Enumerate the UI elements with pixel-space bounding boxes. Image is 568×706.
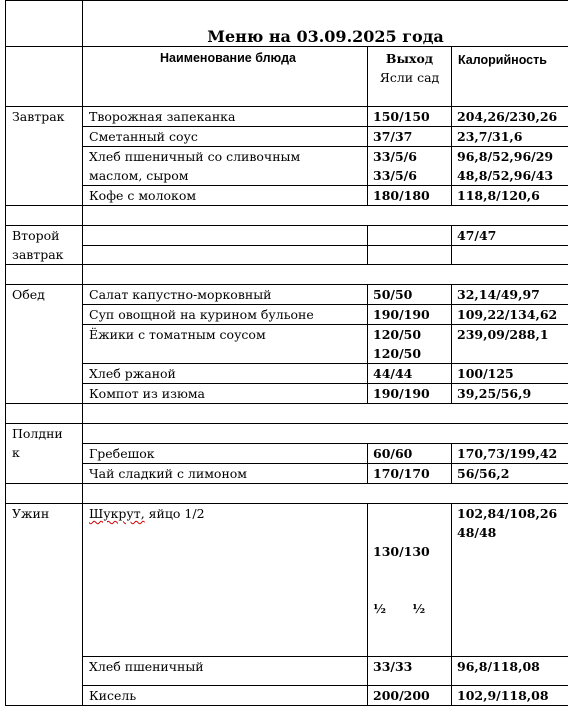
meal-label-lunch: Обед: [6, 285, 83, 404]
dish-name-rest: яйцо 1/2: [145, 506, 205, 521]
dish-name: [83, 226, 368, 246]
title-row: [6, 1, 568, 47]
dish-output: 190/190: [368, 384, 452, 404]
table-row: [6, 107, 568, 127]
header-row: [6, 47, 568, 107]
table-row: [6, 657, 568, 686]
column-header-output-label: Выход: [386, 51, 433, 66]
table-row: [6, 444, 568, 464]
dish-output: [368, 504, 452, 657]
dish-name-line: маслом, сыром: [89, 166, 367, 185]
dish-name: Хлеб пшеничный: [83, 657, 368, 686]
dish-name: Сметанный соус: [83, 127, 368, 147]
table-row: [6, 305, 568, 325]
table-row: [6, 384, 568, 404]
dish-calories: 102,9/118,08: [452, 686, 568, 706]
column-header-output-sub: Ясли сад: [368, 68, 451, 87]
column-header-name: Наименование блюда: [83, 47, 368, 107]
spacer-row: [6, 206, 568, 226]
dish-output: 190/190: [368, 305, 452, 325]
dish-calories: 118,8/120,6: [452, 186, 568, 206]
dish-output: 33/33: [368, 657, 452, 686]
blank-cell: [83, 206, 568, 226]
blank-cell: [452, 246, 568, 265]
dish-name-flagged-word: Шукрут,: [89, 506, 145, 521]
dish-calories: 47/47: [452, 226, 568, 246]
dish-name: Гребешок: [83, 444, 368, 464]
table-row: [6, 504, 568, 657]
dish-calories: [452, 147, 568, 186]
dish-output: [368, 147, 452, 186]
dish-calories-line: 96,8/52,96/29: [457, 147, 568, 166]
dish-calories: 32,14/49,97: [452, 285, 568, 305]
table-row: [6, 226, 568, 246]
blank-cell: [83, 246, 368, 265]
table-row: [6, 186, 568, 206]
dish-calories: 39,25/56,9: [452, 384, 568, 404]
blank-cell: [368, 246, 452, 265]
table-row: [6, 464, 568, 484]
dish-name: Творожная запеканка: [83, 107, 368, 127]
meal-label-second-breakfast: [6, 226, 83, 265]
meal-label-dinner: Ужин: [6, 504, 83, 706]
dish-calories-line: 102,84/108,26: [457, 504, 568, 523]
blank-cell: [6, 265, 83, 285]
dish-calories-line: 48/48: [457, 523, 568, 542]
dish-name: Кофе с молоком: [83, 186, 368, 206]
table-row: [6, 424, 568, 444]
dish-output-line: 120/50: [373, 325, 451, 344]
blank-cell: [6, 206, 83, 226]
dish-output: 60/60: [368, 444, 452, 464]
dish-calories: 23,7/31,6: [452, 127, 568, 147]
dish-output: [368, 325, 452, 364]
spacer-row: [6, 484, 568, 504]
blank-cell: [6, 1, 83, 47]
dish-calories: 239,09/288,1: [452, 325, 568, 364]
dish-output: 37/37: [368, 127, 452, 147]
table-row: [6, 325, 568, 364]
table-row: [6, 686, 568, 706]
blank-cell: [83, 424, 568, 444]
dish-output: 170/170: [368, 464, 452, 484]
meal-label-breakfast: Завтрак: [6, 107, 83, 206]
column-header-calories: Калорийность: [452, 47, 568, 107]
spacer-row: [6, 265, 568, 285]
dish-calories: 96,8/118,08: [452, 657, 568, 686]
dish-calories-line: 48,8/52,96/43: [457, 166, 568, 185]
blank-cell: [6, 484, 83, 504]
dish-calories: 204,26/230,26: [452, 107, 568, 127]
dish-name: Суп овощной на курином бульоне: [83, 305, 368, 325]
menu-table: [5, 0, 568, 706]
dish-output-line: 130/130: [373, 542, 451, 561]
dish-output-line: 120/50: [373, 344, 451, 363]
dish-output: [368, 226, 452, 246]
spacer-row: [6, 404, 568, 424]
meal-label-line: завтрак: [12, 245, 82, 264]
dish-output: 50/50: [368, 285, 452, 305]
dish-output-line: 33/5/6: [373, 147, 451, 166]
meal-label-line: к: [12, 443, 82, 462]
dish-output: 200/200: [368, 686, 452, 706]
page-title: Меню на 03.09.2025 года: [83, 1, 568, 47]
dish-output: 44/44: [368, 364, 452, 384]
dish-output-line: ½ ½: [373, 599, 451, 618]
dish-name: [83, 504, 368, 657]
dish-output-line: 33/5/6: [373, 166, 451, 185]
meal-label-line: Второй: [12, 226, 82, 245]
dish-name: Хлеб ржаной: [83, 364, 368, 384]
dish-name: Салат капустно-морковный: [83, 285, 368, 305]
table-row: [6, 147, 568, 186]
meal-label-line: Полдни: [12, 424, 82, 443]
dish-name: Кисель: [83, 686, 368, 706]
dish-name-line: Хлеб пшеничный со сливочным: [89, 147, 367, 166]
meal-label-snack: [6, 424, 83, 484]
menu-table-wrapper: [5, 0, 568, 706]
dish-name: [83, 147, 368, 186]
blank-cell: [83, 265, 568, 285]
blank-cell: [83, 404, 568, 424]
dish-calories: 100/125: [452, 364, 568, 384]
table-row: [6, 127, 568, 147]
dish-name: Ёжики с томатным соусом: [83, 325, 368, 364]
table-row: [6, 364, 568, 384]
dish-name: Чай сладкий с лимоном: [83, 464, 368, 484]
dish-output: 180/180: [368, 186, 452, 206]
dish-name: Компот из изюма: [83, 384, 368, 404]
dish-output: 150/150: [368, 107, 452, 127]
blank-cell: [6, 47, 83, 107]
dish-calories: 109,22/134,62: [452, 305, 568, 325]
table-row: [6, 285, 568, 305]
blank-cell: [6, 404, 83, 424]
blank-cell: [83, 484, 568, 504]
table-row: [6, 246, 568, 265]
column-header-output: [368, 47, 452, 107]
dish-calories: [452, 504, 568, 657]
dish-calories: 170,73/199,42: [452, 444, 568, 464]
dish-calories: 56/56,2: [452, 464, 568, 484]
